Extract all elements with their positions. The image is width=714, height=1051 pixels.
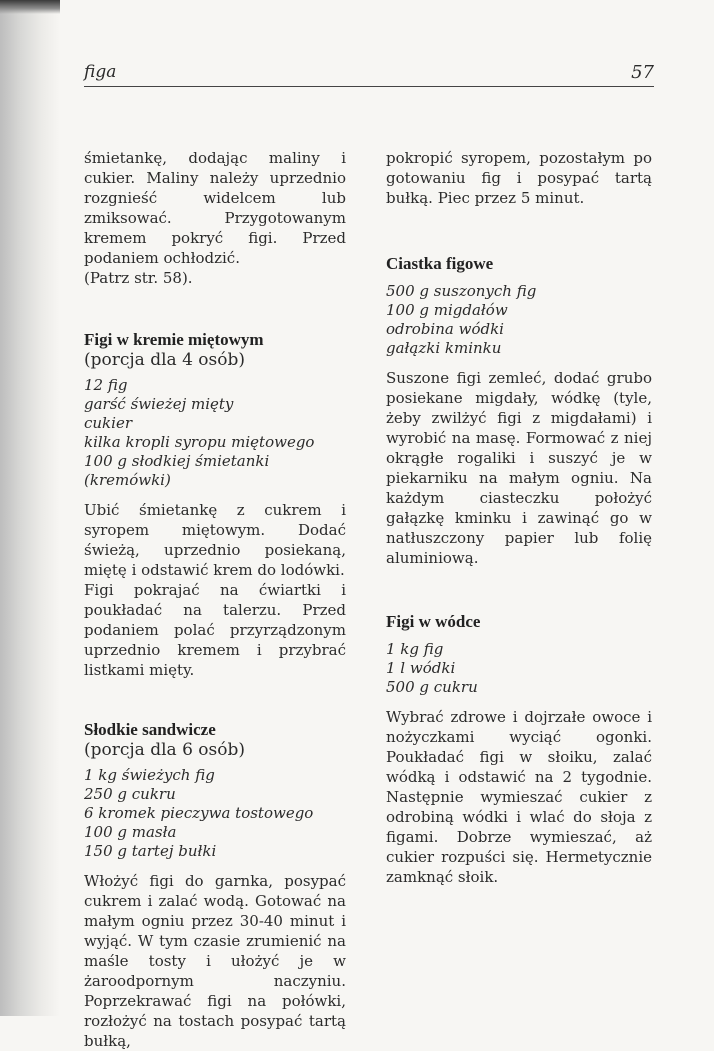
ingredient-item: cukier: [84, 414, 132, 432]
recipe-title: Słodkie sandwicze: [84, 720, 216, 739]
ingredient-list: [84, 376, 346, 490]
recipe-fig-cookies: [386, 254, 652, 568]
recipe-title: Figi w kremie miętowym: [84, 330, 264, 349]
ingredient-list: [386, 282, 652, 358]
recipe-instructions: Wybrać zdrowe i dojrzałe owoce i nożyczkami wyciąć ogonki. Poukładać figi w słoiku, zalać wódką i odstawić na 2 tygodnie. Następnie wymieszać cukier z odrobiną wódki i wlać do słoja z figami. Dobrze wymieszać, aż cukier rozpuści się. Hermetycznie zamknąć słoik.: [386, 708, 652, 886]
ingredient-list: [84, 766, 346, 861]
recipe-figs-in-mint-cream: [84, 330, 346, 680]
ingredient-item: 250 g cukru: [84, 785, 176, 803]
left-column: [84, 148, 346, 1051]
ingredient-item: 500 g cukru: [386, 678, 478, 696]
page-number: 57: [631, 62, 654, 83]
ingredient-item: gałązki kminku: [386, 339, 502, 357]
page-reference: (Patrz str. 58).: [84, 269, 193, 287]
ingredient-item: 500 g suszonych fig: [386, 282, 537, 300]
ingredient-item: 12 fig: [84, 376, 128, 394]
ingredient-item: garść świeżej mięty: [84, 395, 234, 413]
continuation-text: pokropić syropem, pozostałym po gotowaniu fig i posypać tartą bułką. Piec przez 5 minut.: [386, 149, 652, 207]
continuation-text: śmietankę, dodając maliny i cukier. Maliny należy uprzednio rozgnieść widelcem lub zmiksować. Przygotowanym kremem pokryć figi. Przed podaniem ochłodzić.: [84, 149, 346, 267]
ingredient-item: kilka kropli syropu miętowego: [84, 433, 315, 451]
recipe-title: Ciastka figowe: [386, 254, 494, 273]
recipe-instructions: Włożyć figi do garnka, posypać cukrem i zalać wodą. Gotować na małym ogniu przez 30-40 minut i wyjąć. W tym czasie zrumienić na maśle tosty i ułożyć je w żaroodpornym naczyniu. Poprzekrawać figi na połówki, rozłożyć na tostach posypać tartą bułką,: [84, 872, 346, 1050]
ingredient-item: 100 g słodkiej śmietanki (kremówki): [84, 452, 270, 489]
ingredient-item: 1 kg fig: [386, 640, 444, 658]
running-header: [84, 58, 654, 87]
ingredient-item: 6 kromek pieczywa tostowego: [84, 804, 314, 822]
ingredient-item: 100 g migdałów: [386, 301, 508, 319]
ingredient-item: odrobina wódki: [386, 320, 504, 338]
book-spine-shadow: [0, 0, 60, 1016]
recipe-title: Figi w wódce: [386, 612, 481, 631]
recipe-instructions: Ubić śmietankę z cukrem i syropem miętowym. Dodać świeżą, uprzednio posiekaną, miętę i odstawić krem do lodówki.: [84, 501, 346, 579]
ingredient-item: 1 l wódki: [386, 659, 456, 677]
right-column: [386, 148, 652, 887]
recipe-figs-in-vodka: [386, 612, 652, 887]
chapter-title: figa: [84, 62, 117, 82]
recipe-instructions: Suszone figi zemleć, dodać grubo posiekane migdały, wódkę (tyle, żeby zwilżyć figi z migdałami) i wyrobić na masę. Formować z niej okrągłe rogaliki i suszyć je w piekarniku na małym ogniu. Na każdym ciasteczku położyć gałązkę kminku i zawinąć go w natłuszczony papier lub folię aluminiową.: [386, 369, 652, 567]
ingredient-list: [386, 640, 652, 697]
scan-corner-shadow: [0, 0, 60, 14]
recipe-portion: (porcja dla 6 osób): [84, 740, 245, 760]
recipe-portion: (porcja dla 4 osób): [84, 350, 245, 370]
ingredient-item: 150 g tartej bułki: [84, 842, 217, 860]
ingredient-item: 100 g masła: [84, 823, 177, 841]
recipe-sweet-sandwiches: [84, 720, 346, 1051]
recipe-instructions: Figi pokrajać na ćwiartki i poukładać na talerzu. Przed podaniem polać przyrządzonym uprzednio kremem i przybrać listkami mięty.: [84, 581, 346, 679]
ingredient-item: 1 kg świeżych fig: [84, 766, 215, 784]
